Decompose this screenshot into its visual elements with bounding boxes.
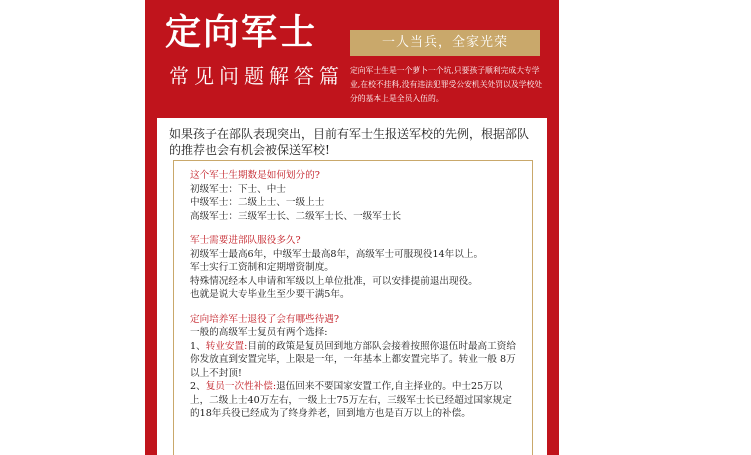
faq-line: 中级军士：二级上士、一级上士 [190, 197, 325, 208]
faq-list [190, 169, 520, 432]
faq-section-ranks [190, 169, 520, 223]
faq-box [173, 160, 533, 455]
lead-paragraph: 如果孩子在部队表现突出，目前有军士生报送军校的先例，根据部队的推荐也会有机会被保送军校! [169, 127, 530, 157]
faq-line: 也就是说大专毕业生至少要干满5年。 [190, 289, 350, 300]
faq-line: 特殊情况经本人申请和军级以上单位批准，可以安排提前退出现役。 [190, 275, 478, 287]
faq-question: 这个军士生期数是如何划分的? [190, 170, 320, 181]
item-text: 退伍回来不要国家安置工作,自主择业的。中士25万以上，二级上士40万左右，一级上士75万左右，三级军士长已经超过国家规定的18年兵役已经成为了终身养老，回到地方也是百万以上的补偿。 [190, 381, 512, 419]
faq-section-service [190, 234, 520, 302]
faq-item-transfer [190, 340, 520, 381]
item-label: 转业安置: [205, 340, 248, 352]
item-number: 1、 [190, 340, 206, 352]
poster [145, 0, 559, 455]
faq-line: 一般的高级军士复员有两个选择: [190, 327, 328, 338]
slogan-badge: 一人当兵，全家光荣 [350, 30, 540, 56]
faq-line: 高级军士：三级军士长、二级军士长、一级军士长 [190, 210, 402, 222]
faq-question: 定向培养军士退役了会有哪些待遇? [190, 313, 340, 325]
intro-text: 定向军士生是一个萝卜一个坑,只要孩子顺利完成大专学业,在校不挂科,没有违法犯罪受公安机关处罚以及学校处分的基本上是全员入伍的。 [350, 66, 543, 103]
faq-section-benefits [190, 313, 520, 421]
item-text: 目前的政策是复员回到地方部队会接着按照你退伍时最高工资给你发放直到安置完毕，上限是一年，一年基本上都安置完毕了。转业一般 8万以上不封顶! [190, 340, 516, 379]
content-panel [157, 118, 547, 455]
item-number: 2、 [190, 381, 206, 392]
faq-line: 初级军士：下士、中士 [190, 183, 286, 195]
poster-subtitle: 常见问题解答篇 [169, 64, 344, 88]
faq-question: 军士需要进部队服役多久? [190, 235, 301, 246]
item-label: 复员一次性补偿: [205, 381, 277, 392]
faq-line: 军士实行工资制和定期增资制度。 [190, 262, 334, 273]
poster-title: 定向军士 [165, 11, 318, 53]
faq-line: 初级军士最高6年，中级军士最高8年，高级军士可服现役14年以上。 [190, 248, 484, 260]
faq-item-compensation [190, 380, 520, 421]
